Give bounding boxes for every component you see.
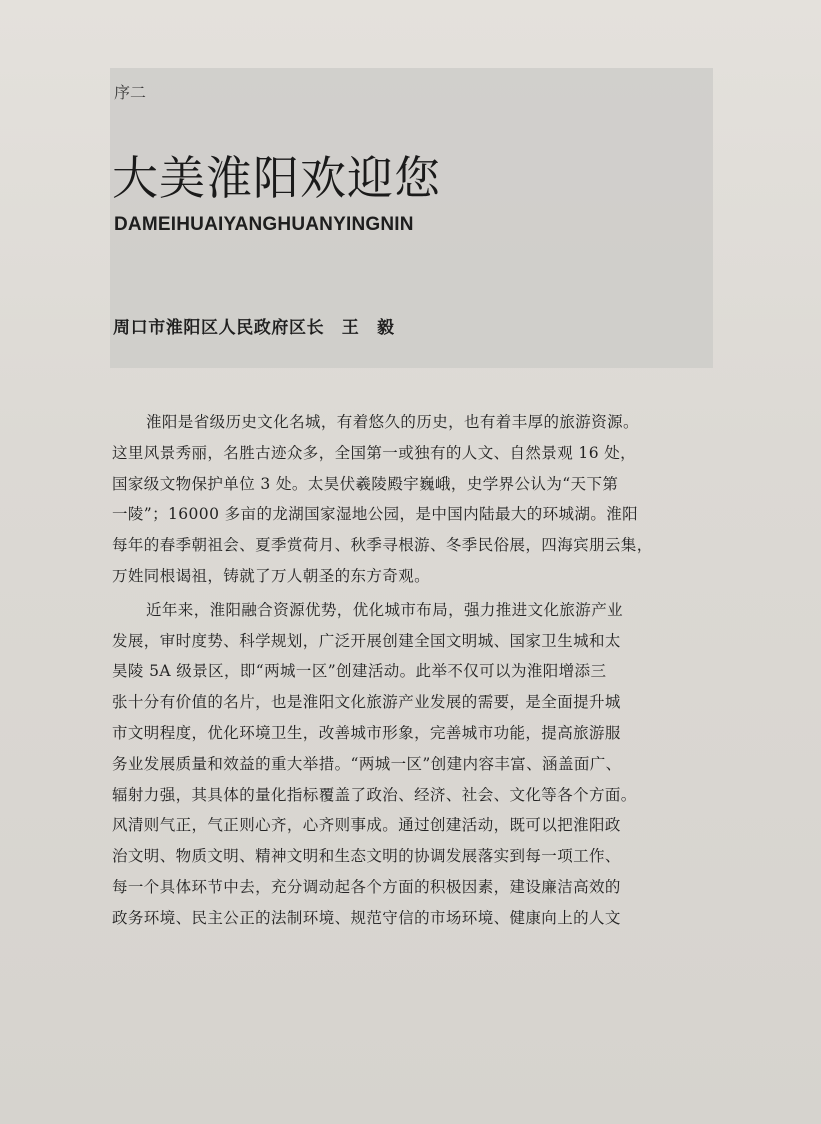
text-line: 每一个具体环节中去，充分调动起各个方面的积极因素，建设廉洁高效的 <box>112 877 621 896</box>
title-pinyin: DAMEIHUAIYANGHUANYINGNIN <box>114 214 414 235</box>
text-line: 辐射力强，其具体的量化指标覆盖了政治、经济、社会、文化等各个方面。 <box>112 785 637 804</box>
text-line: 张十分有价值的名片，也是淮阳文化旅游产业发展的需要，是全面提升城 <box>112 693 621 712</box>
text-line: 每年的春季朝祖会、夏季赏荷月、秋季寻根游、冬季民俗展，四海宾朋云集， <box>112 536 653 555</box>
author-line: 周口市淮阳区人民政府区长 王 毅 <box>113 318 395 338</box>
text-line: 发展，审时度势、科学规划，广泛开展创建全国文明城、国家卫生城和太 <box>112 631 621 650</box>
text-line: 一陵”；16000 多亩的龙湖国家湿地公园，是中国内陆最大的环城湖。淮阳 <box>112 505 639 524</box>
text-line: 淮阳是省级历史文化名城，有着悠久的历史，也有着丰厚的旅游资源。 <box>146 413 639 431</box>
body-text <box>112 407 722 934</box>
text-line: 近年来，淮阳融合资源优势，优化城市布局，强力推进文化旅游产业 <box>146 600 624 619</box>
text-line: 治文明、物质文明、精神文明和生态文明的协调发展落实到每一项工作、 <box>112 847 621 866</box>
page-title: 大美淮阳欢迎您 <box>112 151 441 205</box>
text-line: 这里风景秀丽，名胜古迹众多，全国第一或独有的人文、自然景观 16 处， <box>112 443 637 462</box>
paragraph-1 <box>112 407 722 592</box>
text-line: 政务环境、民主公正的法制环境、规范守信的市场环境、健康向上的人文 <box>112 908 621 927</box>
text-line: 昊陵 5A 级景区，即“两城一区”创建活动。此举不仅可以为淮阳增添三 <box>112 662 607 681</box>
paragraph-2 <box>112 595 722 934</box>
section-label: 序二 <box>114 83 147 102</box>
text-line: 市文明程度，优化环境卫生，改善城市形象，完善城市功能，提高旅游服 <box>112 723 621 742</box>
text-line: 万姓同根谒祖，铸就了万人朝圣的东方奇观。 <box>112 566 431 585</box>
text-line: 风清则气正，气正则心齐，心齐则事成。通过创建活动，既可以把淮阳政 <box>112 816 621 835</box>
text-line: 务业发展质量和效益的重大举措。“两城一区”创建内容丰富、涵盖面广、 <box>112 754 622 773</box>
text-line: 国家级文物保护单位 3 处。太昊伏羲陵殿宇巍峨，史学界公认为“天下第 <box>112 474 619 493</box>
